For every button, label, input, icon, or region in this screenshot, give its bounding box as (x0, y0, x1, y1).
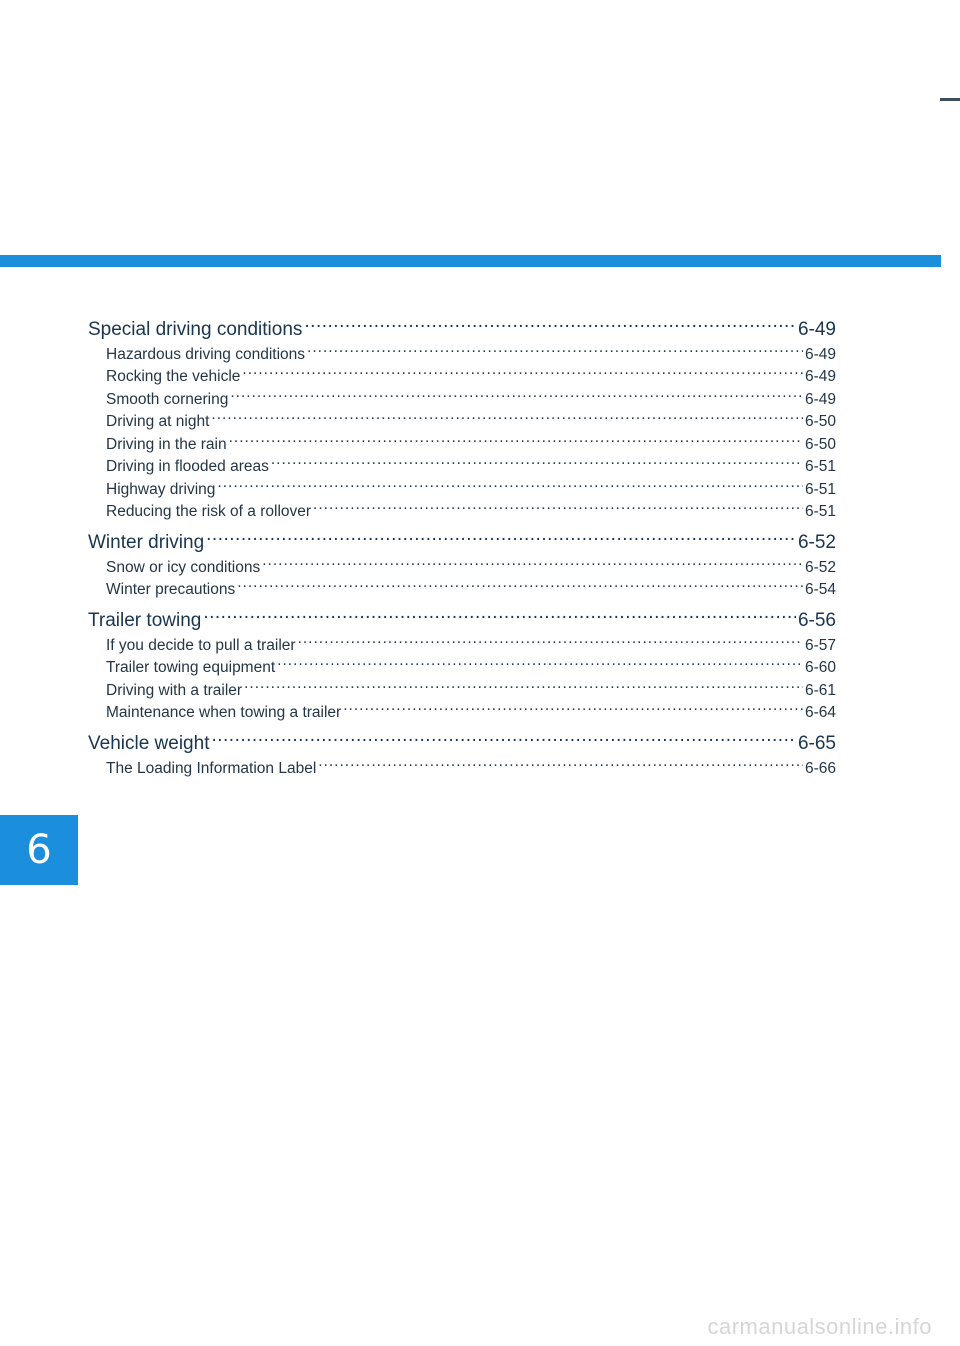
header-dash (940, 98, 960, 101)
toc-subentry[interactable] (88, 388, 836, 411)
dot-leader (230, 388, 803, 404)
toc-subentry[interactable] (88, 478, 836, 501)
dot-leader (318, 757, 803, 773)
toc-subentry-title: Highway driving (106, 480, 216, 498)
toc-subentry[interactable] (88, 556, 836, 579)
toc-subentry[interactable] (88, 679, 836, 702)
toc-subentry-page: 6-49 (804, 368, 836, 385)
toc-subentry-title: Trailer towing equipment (106, 659, 276, 676)
toc-subentry-page: 6-57 (804, 636, 836, 654)
toc-entry-page: 6-49 (797, 319, 836, 340)
dot-leader (211, 411, 803, 427)
dot-leader (229, 433, 803, 449)
dot-leader (271, 456, 803, 472)
toc-subentry-page: 6-54 (804, 581, 836, 598)
toc-section (88, 529, 836, 601)
toc-subentry-page: 6-51 (804, 458, 836, 475)
toc-subentry-title: Driving at night (106, 413, 210, 430)
toc-subentry-page: 6-64 (804, 704, 836, 721)
toc-subentry-title: Reducing the risk of a rollover (106, 503, 312, 520)
toc-subentry-page: 6-61 (804, 681, 836, 699)
dot-leader (211, 730, 796, 749)
toc-subentry-page: 6-66 (804, 759, 836, 777)
dot-leader (203, 607, 796, 626)
toc-entry-title: Trailer towing (88, 610, 202, 631)
dot-leader (304, 316, 796, 335)
toc-subentry-page: 6-50 (804, 435, 836, 453)
toc-section (88, 730, 836, 780)
toc-subentry-page: 6-60 (804, 659, 836, 676)
table-of-contents (88, 316, 836, 786)
toc-subentry-page: 6-52 (804, 558, 836, 576)
toc-entry-title: Winter driving (88, 532, 205, 553)
dot-leader (244, 679, 803, 695)
toc-entry-title: Special driving conditions (88, 319, 303, 340)
toc-subentry-title: Snow or icy conditions (106, 558, 261, 576)
toc-subentry[interactable] (88, 433, 836, 456)
dot-leader (343, 702, 803, 718)
toc-subentry-title: Winter precautions (106, 581, 236, 598)
toc-subentry[interactable] (88, 757, 836, 780)
dot-leader (206, 529, 796, 548)
toc-subentry[interactable] (88, 343, 836, 366)
toc-subentry-page: 6-51 (804, 480, 836, 498)
toc-entry-page: 6-56 (797, 610, 836, 631)
dot-leader (298, 634, 803, 650)
toc-subentry[interactable] (88, 657, 836, 680)
toc-subentry-title: Driving with a trailer (106, 681, 243, 699)
toc-entry-special-driving-conditions[interactable] (88, 316, 836, 343)
toc-subentry-title: Driving in the rain (106, 435, 227, 453)
chapter-band (0, 255, 941, 267)
toc-section (88, 607, 836, 724)
toc-subentry-title: Rocking the vehicle (106, 368, 241, 385)
toc-entry-page: 6-52 (797, 532, 836, 553)
toc-entry-winter-driving[interactable] (88, 529, 836, 556)
dot-leader (242, 366, 803, 382)
toc-entry-trailer-towing[interactable] (88, 607, 836, 634)
toc-entry-vehicle-weight[interactable] (88, 730, 836, 757)
toc-entry-title: Vehicle weight (88, 733, 210, 754)
toc-subentry-page: 6-49 (804, 345, 836, 363)
toc-section (88, 316, 836, 523)
toc-subentry-page: 6-50 (804, 413, 836, 430)
toc-subentry-page: 6-49 (804, 390, 836, 408)
toc-subentry[interactable] (88, 411, 836, 434)
toc-subentry-title: Driving in flooded areas (106, 458, 269, 475)
toc-subentry[interactable] (88, 579, 836, 602)
toc-subentry[interactable] (88, 456, 836, 479)
toc-subentry[interactable] (88, 634, 836, 657)
toc-subentry-title: If you decide to pull a trailer (106, 636, 296, 654)
watermark: carmanualsonline.info (707, 1314, 932, 1339)
toc-subentry[interactable] (88, 366, 836, 389)
toc-subentry[interactable] (88, 501, 836, 524)
toc-subentry-title: Maintenance when towing a trailer (106, 704, 342, 721)
dot-leader (277, 657, 803, 673)
toc-subentry[interactable] (88, 702, 836, 725)
dot-leader (237, 579, 803, 595)
toc-entry-page: 6-65 (797, 733, 836, 754)
dot-leader (217, 478, 803, 494)
chapter-number: 6 (26, 827, 52, 873)
toc-subentry-page: 6-51 (804, 503, 836, 520)
chapter-tab (0, 815, 78, 885)
dot-leader (262, 556, 803, 572)
toc-subentry-title: The Loading Information Label (106, 759, 317, 777)
dot-leader (307, 343, 803, 359)
toc-subentry-title: Smooth cornering (106, 390, 229, 408)
toc-subentry-title: Hazardous driving conditions (106, 345, 306, 363)
dot-leader (313, 501, 803, 517)
